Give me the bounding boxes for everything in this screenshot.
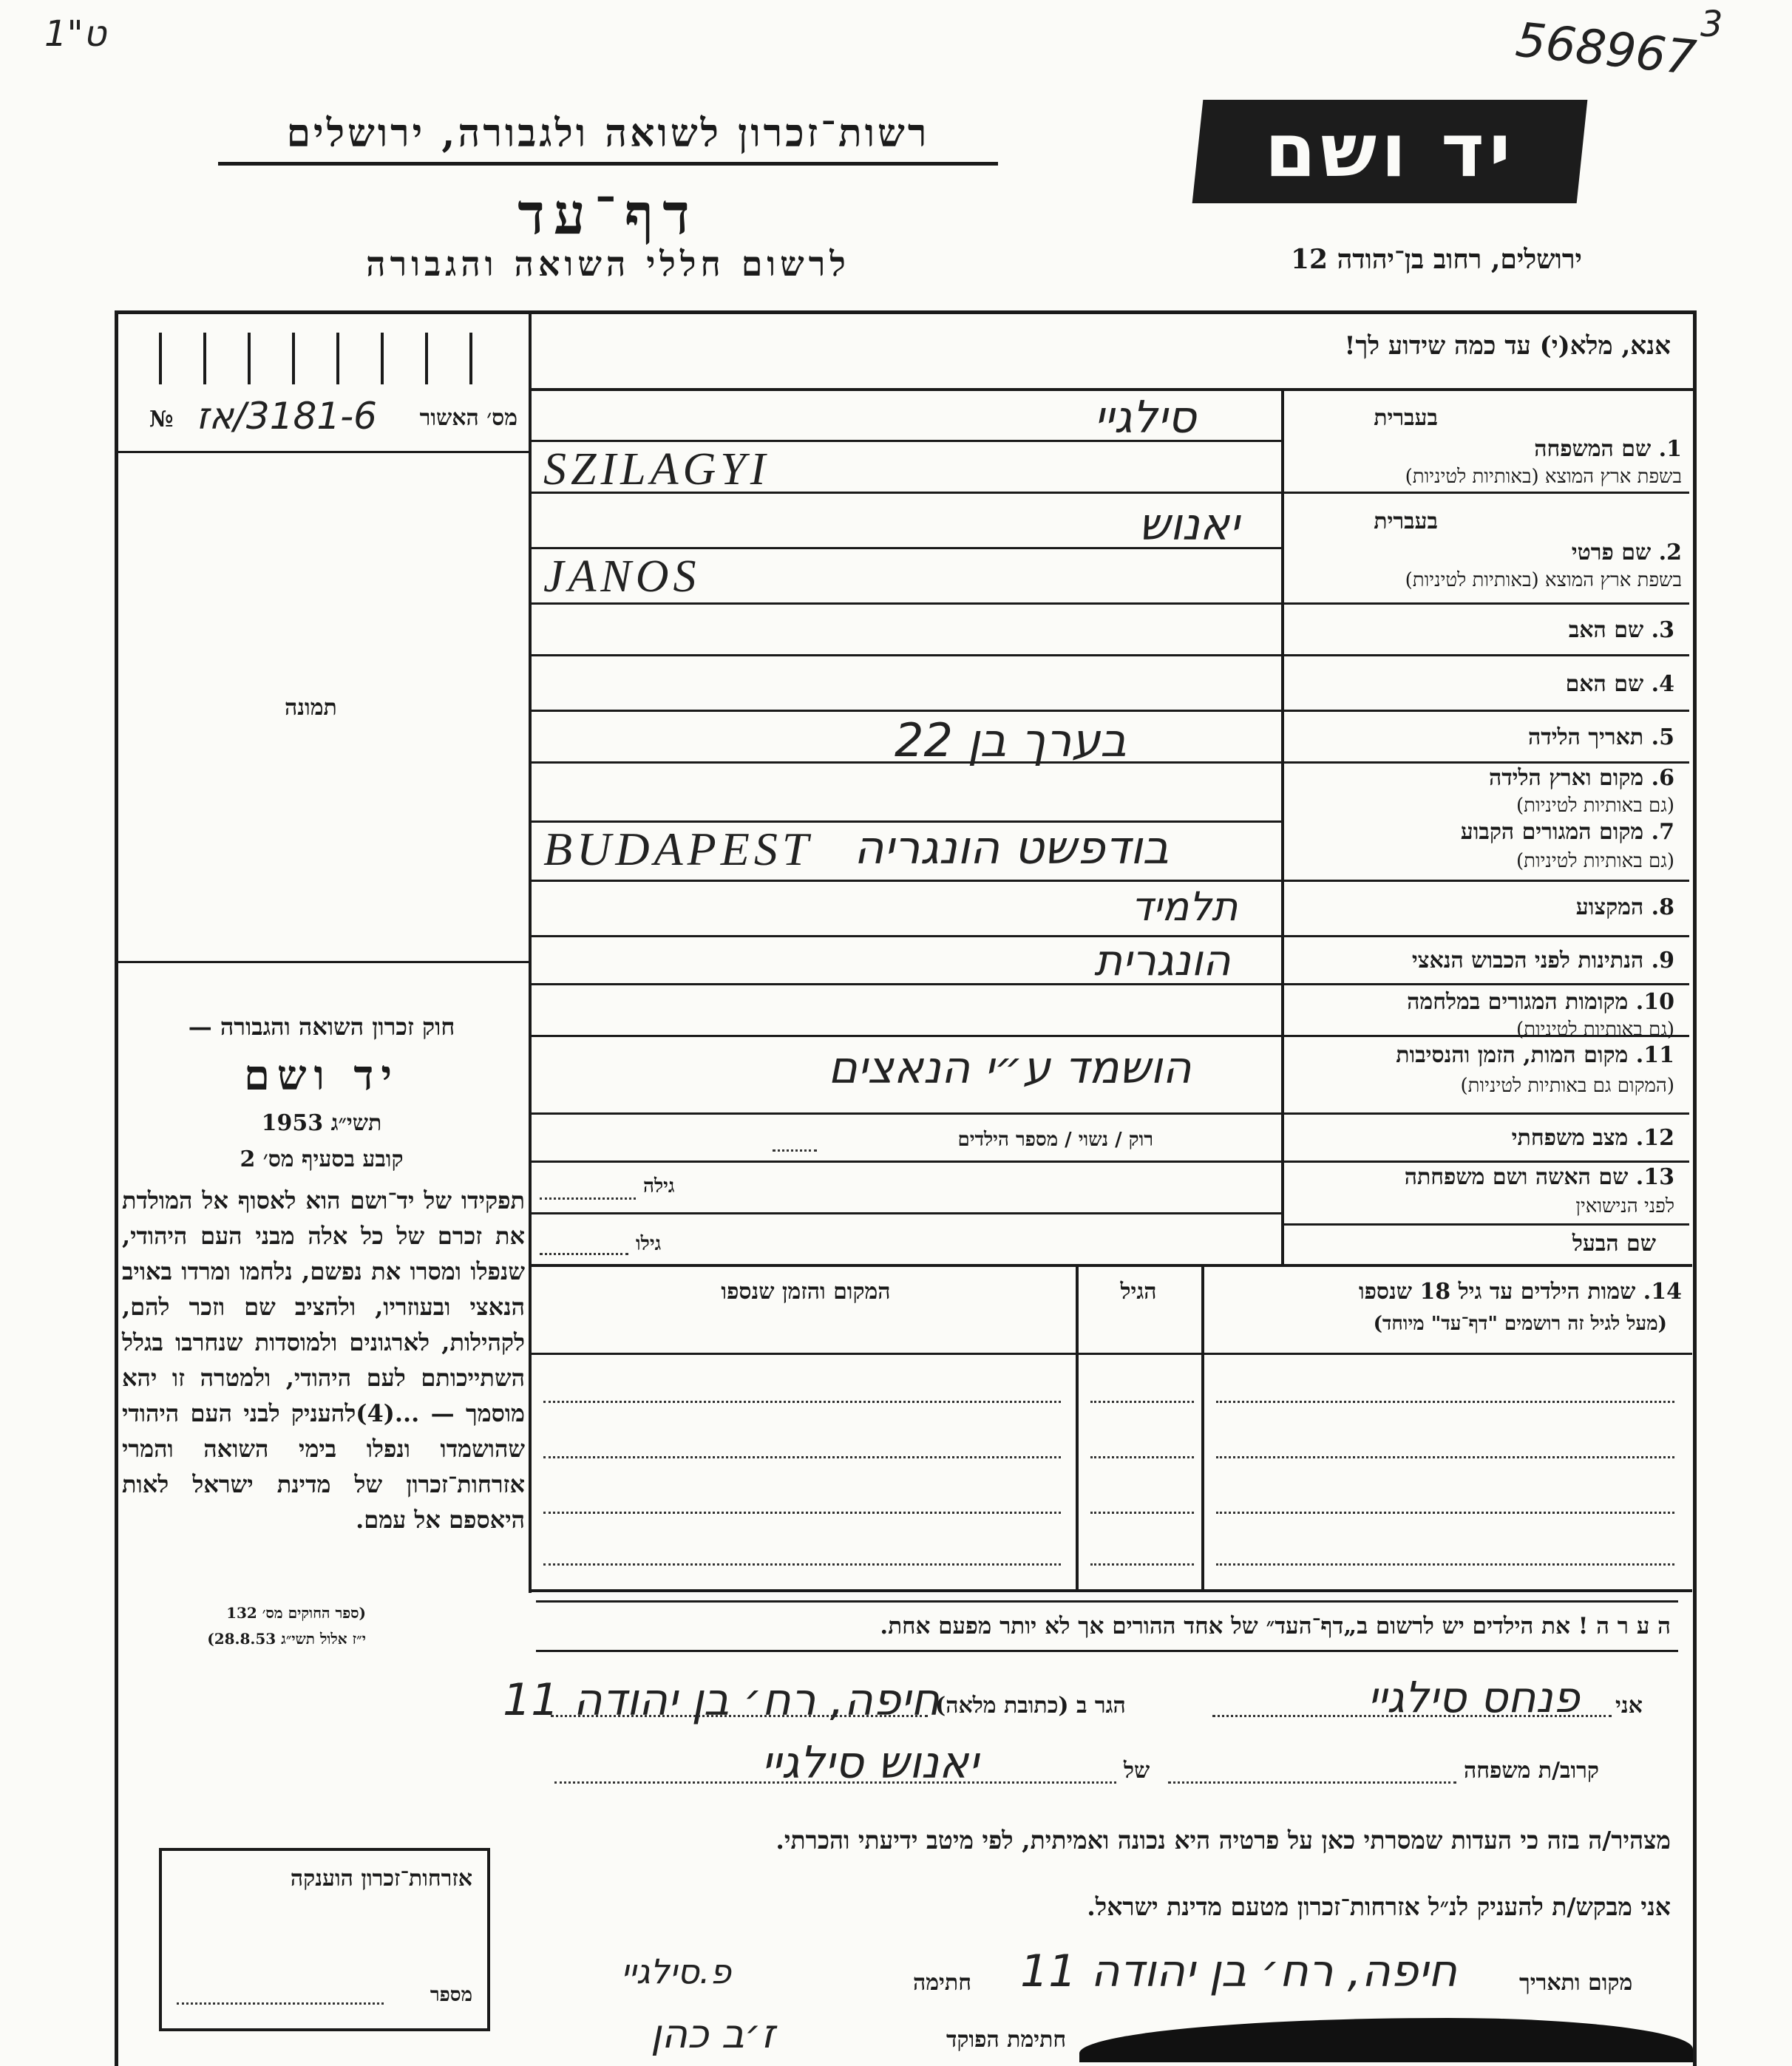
first-name-latin-value[interactable]: JANOS [543, 551, 701, 602]
field-num: 2. [1658, 540, 1682, 565]
field-num: 1. [1658, 436, 1682, 462]
child-name-blank[interactable] [1216, 1563, 1674, 1566]
archive-number: 568967 [1513, 13, 1699, 86]
place-date-label: מקום ותאריך [1519, 1970, 1633, 1996]
declarant-signature[interactable]: פ.סילגיי [621, 1951, 732, 1991]
declaration-i: אני [1615, 1693, 1643, 1719]
field-note: בשפת ארץ המוצא (באותיות לטיניות) [1405, 466, 1682, 488]
child-name-blank[interactable] [1216, 1456, 1674, 1458]
declarant-name[interactable]: פנחס סילגיי [1368, 1672, 1580, 1722]
field-mother-name [1290, 671, 1674, 697]
note-box [536, 1600, 1678, 1652]
law-body: תפקידו של יד־ושם הוא לאסוף אל המולדת את זכרם של כל אלה מבני העם היהודי, שנפלו ומסרו את נפשם, נלחמו ומרדו באויב הנאצי ובעוזריו, ולהציב שם וזכר להם, לקהילות, לארגונים ולמוסדות שנחרבו בגלל השתייכותם לעם היהודי, ולמטרה זו יהא מוסמך — ...(4)להעניק לבני העם היהודי שהושמדו ונפלו בימי השואה והמרי אזרחות־זכרון של מדינת ישראל לאות היאספם אל עמם. [122, 1186, 526, 1534]
death-place-value[interactable]: הושמד ע״י הנאצים [828, 1042, 1192, 1094]
child-place-blank[interactable] [543, 1512, 1061, 1514]
wife-age-blank[interactable] [540, 1197, 636, 1200]
field-label: מקום המות, הזמן והנסיבות [1396, 1042, 1629, 1068]
field-num: 5. [1651, 724, 1674, 750]
corner-mark: 1"ט [44, 13, 106, 55]
first-name-hebrew-value[interactable]: יאנוש [1138, 499, 1240, 551]
authority-name: רשות־זכרון לשואה ולגבורה, ירושלים [218, 111, 998, 166]
field-note: (גם באותיות לטיניות) [1516, 1019, 1674, 1041]
law-reference-1: (ספר החוקים מס׳ 132 [226, 1604, 366, 1622]
residence-hebrew-value[interactable]: בודפשט הונגריה [854, 820, 1170, 874]
child-place-blank[interactable] [543, 1456, 1061, 1458]
field-death-place [1290, 1042, 1674, 1109]
child-age-blank[interactable] [1090, 1456, 1194, 1458]
field-label: מקום וארץ הלידה [1488, 765, 1644, 791]
marital-options: רוק / נשוי / מספר הילדים [957, 1129, 1153, 1151]
field-label: מקומות המגורים במלחמה [1407, 989, 1629, 1015]
field-label: מקום המגורים הקבוע [1460, 819, 1644, 845]
field-nationality [1290, 948, 1674, 973]
field-father-name [1290, 617, 1674, 643]
field-label: מצב משפחתי [1511, 1125, 1629, 1151]
field-label: תאריך הלידה [1528, 724, 1644, 750]
field-birth-place [1290, 765, 1674, 824]
children-rows [543, 1353, 1682, 1589]
child-name-blank[interactable] [1216, 1512, 1674, 1514]
registration-label: מס׳ האשור [419, 405, 517, 431]
form-subtitle: לרשום חללי השואה והגבורה [366, 244, 850, 284]
declaration-request: אני מבקש/ת להעניק לנ״ל אזרחות־זכרון מטעם מדינת ישראל. [1087, 1892, 1671, 1921]
officer-signature[interactable]: ז׳ב כהן [651, 2011, 775, 2057]
nationality-value[interactable]: הונגרית [1094, 935, 1231, 985]
signature-label: חתימה [913, 1970, 971, 1996]
field-num: 13. [1635, 1164, 1674, 1190]
child-place-blank[interactable] [543, 1563, 1061, 1566]
field-label: שם פרטי [1571, 540, 1652, 565]
photo-label: תמונה [285, 695, 337, 721]
field-wife-name [1290, 1164, 1674, 1223]
field-label: שם האב [1568, 617, 1644, 643]
children-header [1209, 1279, 1682, 1345]
field-num: 10. [1635, 989, 1674, 1015]
residing-label: הגר ב (כתובת מלאה) [935, 1693, 1126, 1719]
field-num: 4. [1651, 671, 1674, 697]
field-label: המקצוע [1575, 894, 1644, 920]
field-birth-date [1290, 724, 1674, 750]
law-section: קובע בסעיף מס׳ 2 [240, 1146, 404, 1172]
surname-hebrew-value[interactable]: סילגיי [1094, 392, 1197, 444]
husband-age-blank[interactable] [540, 1253, 628, 1255]
place-date-value[interactable]: חיפה, רח׳ בן יהודה 11 [1020, 1946, 1457, 1997]
form-title: דף־עד [517, 181, 699, 247]
child-age-blank[interactable] [1090, 1563, 1194, 1566]
field-label: הנתינות לפני הכבוש הנאצי [1411, 948, 1644, 973]
deceased-name[interactable]: יאנוש סילגיי [761, 1737, 979, 1789]
address-line: ירושלים, רחוב בן־יהודה 12 [1290, 244, 1582, 275]
field-surname [1290, 399, 1682, 492]
registration-row [140, 395, 517, 444]
relative-label: קרוב/ת משפחה [1464, 1758, 1599, 1784]
declarant-address[interactable]: חיפה, רח׳ בן יהודה 11 [503, 1674, 940, 1726]
tick-marks [159, 333, 499, 384]
officer-label: חתימת הפוקד [946, 2027, 1067, 2053]
note-text: ה ע ר ה ! את הילדים יש לרשום ב„דף־העד״ של אחד ההורים אך לא יותר מפעם אחת. [880, 1613, 1671, 1639]
field-label: שם האם [1565, 671, 1644, 697]
children-label: שמות הילדים עד גיל 18 שנספו [1358, 1279, 1636, 1305]
field-label: שם המשפחה [1534, 436, 1652, 462]
field-residence [1290, 819, 1674, 878]
child-name-blank[interactable] [1216, 1401, 1674, 1403]
stamp-number-blank[interactable] [177, 2002, 384, 2005]
logo-text: יד ושם [1264, 107, 1516, 194]
surname-latin-value[interactable]: SZILAGYI [543, 444, 770, 495]
field-lang-label: בעברית [1374, 509, 1438, 534]
occupation-value[interactable]: תלמיד [1131, 883, 1238, 930]
page-number: 3 [1700, 4, 1723, 45]
field-num: 11. [1635, 1042, 1674, 1068]
field-lang-label: בעברית [1374, 405, 1438, 431]
child-age-blank[interactable] [1090, 1512, 1194, 1514]
field-note: (גם באותיות לטיניות) [1516, 795, 1674, 817]
field-occupation [1290, 894, 1674, 920]
stamp-number-label: מספר [430, 1984, 472, 2006]
stamp-title: אזרחות־זכרון הוענקה [290, 1866, 472, 1892]
field-num: 7. [1651, 819, 1674, 845]
citizenship-stamp-box [159, 1848, 490, 2031]
birth-date-value[interactable]: בערך בן 22 [895, 713, 1127, 767]
number-sign: № [149, 407, 174, 432]
law-name: יד ושם [243, 1051, 400, 1100]
child-place-blank[interactable] [543, 1401, 1061, 1403]
field-num: 9. [1651, 948, 1674, 973]
instruction-text: אנא, מלא(י) עד כמה שידוע לך! [1344, 331, 1671, 361]
field-num: 8. [1651, 894, 1674, 920]
field-note: לפני הנישואין [1575, 1195, 1674, 1217]
field-note: (גם באותיות לטיניות) [1516, 850, 1674, 872]
field-note: בשפת ארץ המוצא (באותיות לטיניות) [1405, 569, 1682, 591]
marital-status-blank[interactable] [773, 1149, 817, 1152]
children-age-header: הגיל [1120, 1279, 1157, 1305]
field-note: (המקום גם באותיות לטיניות) [1460, 1075, 1674, 1097]
field-marital-status [1290, 1125, 1674, 1151]
of-label: של [1124, 1758, 1150, 1784]
field-num: 3. [1651, 617, 1674, 643]
field-label: שם האשה ושם משפחתה [1404, 1164, 1629, 1190]
field-num: 6. [1651, 765, 1674, 791]
field-husband-name: שם הבעל [1572, 1231, 1656, 1257]
children-place-header: המקום והזמן שנספו [721, 1279, 891, 1305]
law-year: תשי״ג 1953 [261, 1110, 382, 1136]
wife-age-label: גילה [643, 1175, 675, 1197]
field-first-name [1290, 503, 1682, 599]
declaration-statement: מצהיר/ה בזה כי העדות שמסרתי כאן על פרטיה היא נכונה ואמיתית, לפי מיטב ידיעתי והכרתי. [775, 1826, 1671, 1855]
husband-age-label: גילו [636, 1233, 662, 1255]
child-age-blank[interactable] [1090, 1401, 1194, 1403]
field-num: 12. [1635, 1125, 1674, 1151]
children-note: (מעל לגיל זה רושמים "דף־עד" מיוחד) [1373, 1313, 1667, 1335]
field-wartime-residence [1290, 989, 1674, 1041]
field-num: 14. [1643, 1279, 1682, 1305]
law-block [118, 1013, 525, 1172]
residence-latin-value[interactable]: BUDAPEST [543, 823, 813, 875]
law-title: חוק זכרון השואה והגבורה — [188, 1013, 455, 1041]
law-reference-2: י״ז אלול תשי״ג 28.8.53) [207, 1630, 366, 1648]
registration-number: 3181-6/אז [196, 395, 377, 438]
